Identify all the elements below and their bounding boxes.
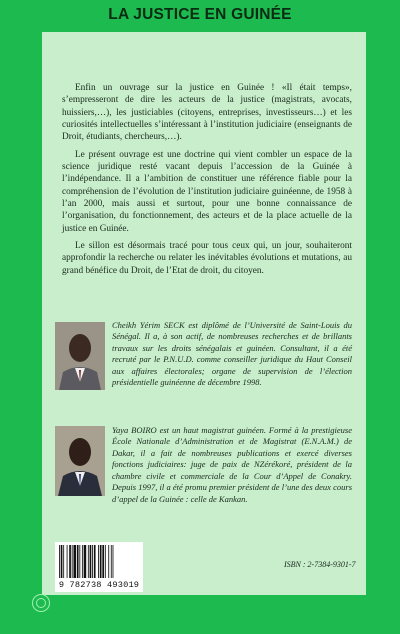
isbn: ISBN : 2-7384-9301-7 [284,560,356,569]
author-photo-1 [55,322,105,390]
author-photo-2 [55,426,105,496]
blurb [62,82,352,282]
blurb-paragraph-1: Enfin un ouvrage sur la justice en Guinée ! «Il était temps», s’empresseront de dire les acteurs de la justice (magistrats, avocats, huissiers,…), les justiciables (citoyens, entreprises, investisseurs…) et les curiosités intellectuelles s’intéressant à l’institution judiciaire (enseignants de Droit, étudiants, chercheurs,…). [62,83,352,143]
blurb-paragraph-2: Le présent ouvrage est une doctrine qui vient combler un espace de la science juridique resté vacant depuis l’accession de la Guinée à l’indépendance. Il a l’ambition de constituer une référence fiable pour la compréhension de l’évolution de l’institution judiciaire guinéenne, de 1958 à l’an 2000, mais aussi et surtout, pour une bonne connaissance de l’organisation, du fonctionnement, des acteurs et de la place actuelle de la justice en Guinée. [62,149,352,234]
publisher-logo-icon [32,594,50,612]
author-bio-2: Yaya BOIRO est un haut magistrat guinéen. Formé à la prestigieuse École Nationale d’Administration et de Magistrat (E.N.A.M.) de Dakar, il a fait de nombreuses publications et exercé diverses fonctions judiciaires: juge de paix de NZérékoré, président de la chambre civile et commerciale de la Cour d’Appel de Conakry. Depuis 1997, il a été promu premier président de l’une des deux cours d’appel de la Guinée : celle de Kankan. [112,425,352,504]
barcode-number: 9 782738 493019 [58,580,140,590]
blurb-paragraph-3: Le sillon est désormais tracé pour tous ceux qui, un jour, souhaiteront approfondir la recherche ou relater les inévitables évolutions et mutations, au grand bénéfice du Droit, de l’Etat de droit, du citoyen. [62,241,352,276]
author-bio-1: Cheikh Yérim SECK est diplômé de l’Université de Saint-Louis du Sénégal. Il a, à son actif, de nombreuses recherches et de brillants travaux sur les droits sénégalais et guinéen. Consultant, il a été recruté par le P.N.U.D. comme conseiller juridique du Haut Conseil aux affaires électorales; organe de supervision de l’élection présidentielle guinéenne de décembre 1998. [112,320,352,388]
book-title: LA JUSTICE EN GUINÉE [108,6,292,23]
